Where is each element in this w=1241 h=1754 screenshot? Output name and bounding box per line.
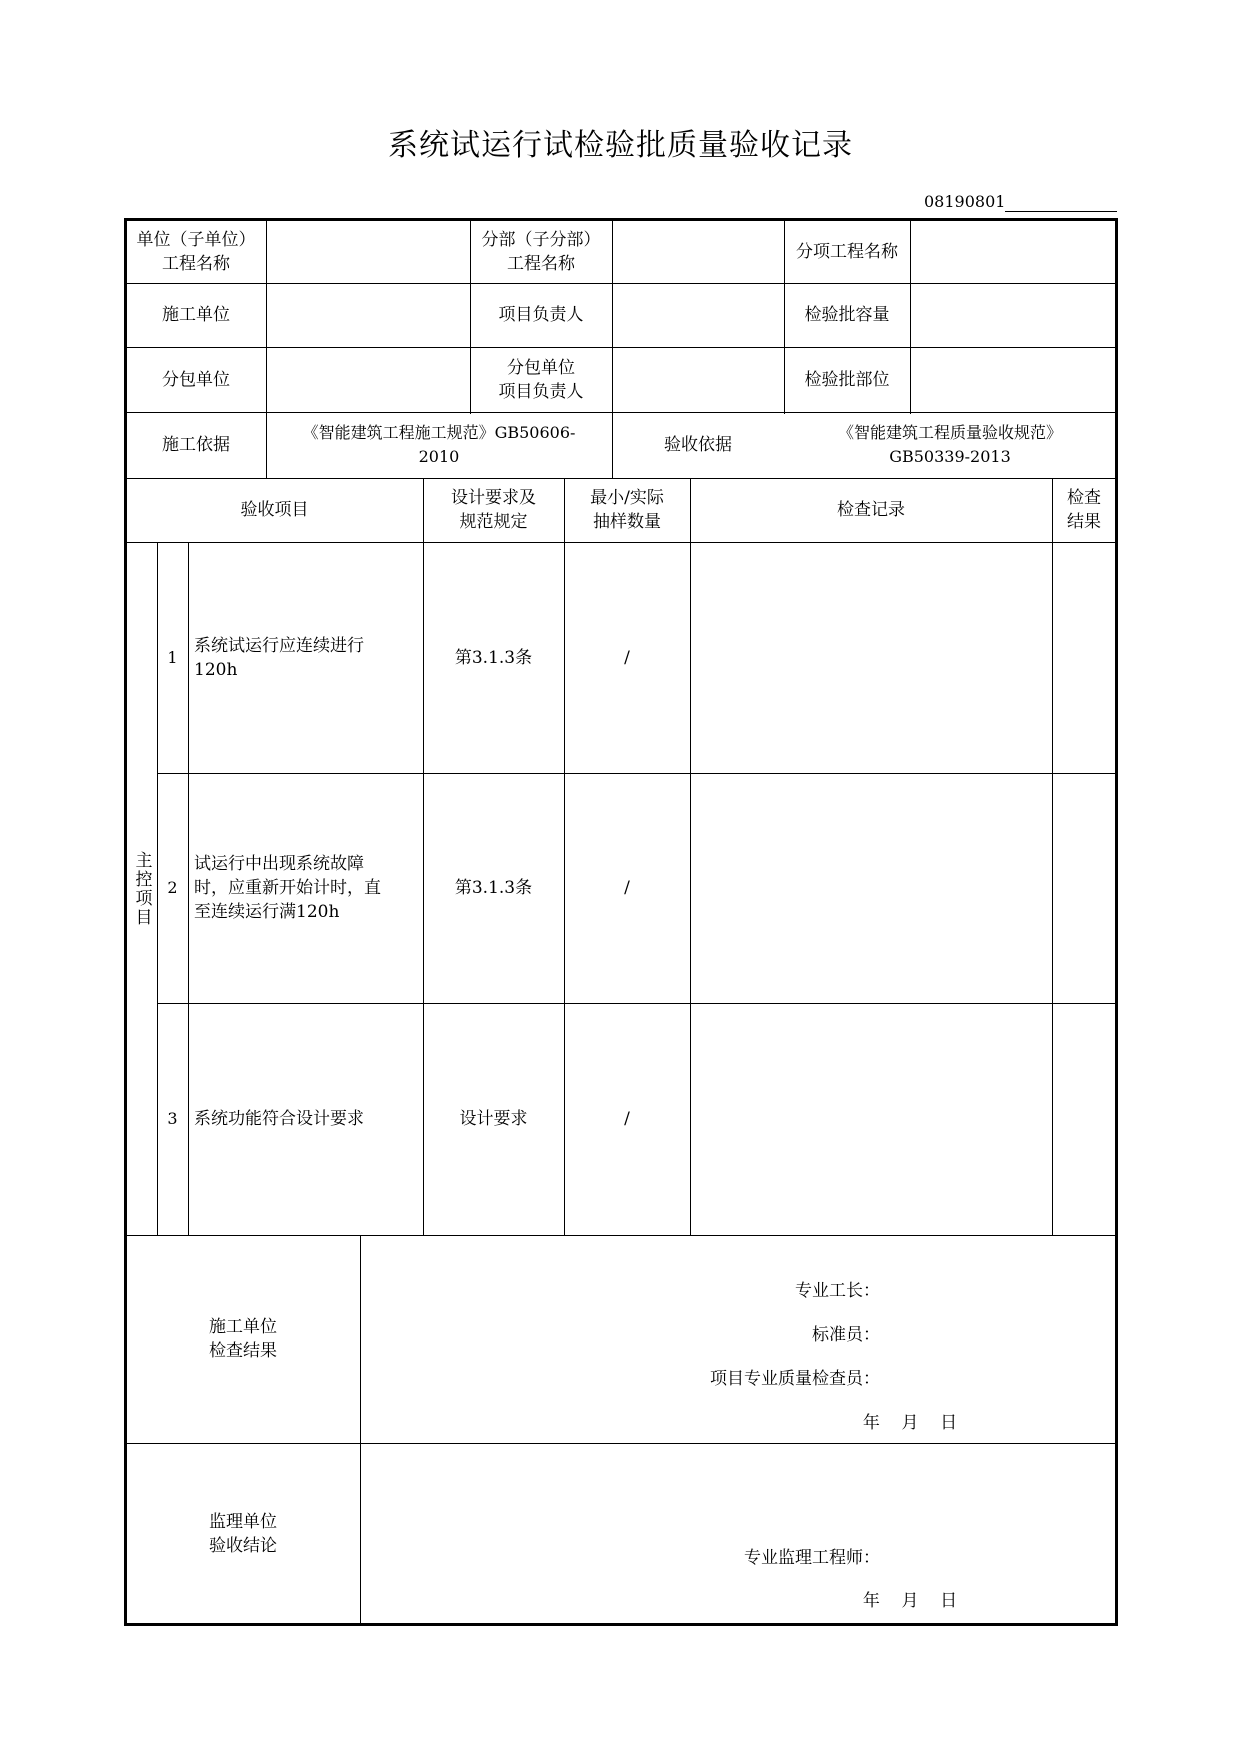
item-description: 系统功能符合设计要求 bbox=[194, 1109, 364, 1129]
contractor-field[interactable] bbox=[266, 283, 470, 347]
construction-basis-value: 《智能建筑工程施工规范》GB50606- 2010 bbox=[302, 423, 576, 466]
column-header-result: 检查 结果 bbox=[1067, 488, 1101, 532]
sub-item-project-name-field[interactable] bbox=[910, 220, 1116, 283]
acceptance-basis-value: 《智能建筑工程质量验收规范》 GB50339-2013 bbox=[837, 423, 1062, 466]
unit-project-name-label: 单位（子单位） 工程名称 bbox=[136, 229, 256, 274]
subcontractor-manager-field[interactable] bbox=[612, 347, 784, 412]
column-header-record: 检查记录 bbox=[837, 500, 905, 520]
item-sample-count: / bbox=[624, 1109, 630, 1129]
batch-capacity-label: 检验批容量 bbox=[804, 305, 890, 325]
acceptance-basis-label: 验收依据 bbox=[664, 435, 732, 455]
batch-location-field[interactable] bbox=[910, 347, 1116, 412]
item-number: 2 bbox=[167, 878, 178, 897]
item-description: 试运行中出现系统故障 时，应重新开始计时，直 至连续运行满120h bbox=[194, 854, 381, 922]
item-sample-count: / bbox=[624, 878, 630, 898]
item-number: 1 bbox=[167, 647, 178, 667]
contractor-date: 年 月 日 bbox=[862, 1413, 958, 1433]
division-project-name-field[interactable] bbox=[612, 220, 784, 283]
item-sample-count: / bbox=[624, 647, 630, 668]
item-check-result-field[interactable] bbox=[1052, 1003, 1116, 1235]
main-control-label: 主控项目 bbox=[131, 850, 152, 927]
form-code-underline bbox=[1005, 211, 1117, 212]
batch-location-label: 检验批部位 bbox=[804, 369, 890, 390]
item-check-result-field[interactable] bbox=[1052, 542, 1116, 773]
batch-capacity-field[interactable] bbox=[910, 283, 1116, 347]
contractor-label: 施工单位 bbox=[162, 305, 230, 325]
standard-officer-signature-label: 标准员： bbox=[812, 1325, 880, 1345]
form-code: 08190801 bbox=[924, 192, 1006, 211]
foreman-signature-label: 专业工长： bbox=[795, 1281, 880, 1301]
project-manager-field[interactable] bbox=[612, 283, 784, 347]
contractor-check-label: 施工单位 检查结果 bbox=[209, 1317, 277, 1361]
item-design-requirement: 第3.1.3条 bbox=[454, 878, 533, 898]
item-check-record-field[interactable] bbox=[690, 1003, 1052, 1235]
column-header-sample: 最小/实际 抽样数量 bbox=[590, 488, 664, 532]
subcontractor-manager-label: 分包单位 项目负责人 bbox=[498, 357, 584, 402]
item-number: 3 bbox=[167, 1109, 178, 1128]
item-description: 系统试运行应连续进行 120h bbox=[194, 635, 364, 680]
column-header-design: 设计要求及 规范规定 bbox=[451, 488, 536, 532]
item-check-record-field[interactable] bbox=[690, 542, 1052, 773]
column-divider bbox=[360, 1235, 361, 1624]
supervisor-engineer-signature-label: 专业监理工程师： bbox=[744, 1548, 880, 1568]
item-design-requirement: 第3.1.3条 bbox=[454, 647, 533, 668]
construction-basis-label: 施工依据 bbox=[162, 435, 230, 455]
division-project-name-label: 分部（子分部） 工程名称 bbox=[481, 229, 601, 274]
item-check-result-field[interactable] bbox=[1052, 773, 1116, 1003]
project-manager-label: 项目负责人 bbox=[498, 305, 584, 325]
supervisor-conclusion-label: 监理单位 验收结论 bbox=[209, 1511, 277, 1556]
item-design-requirement: 设计要求 bbox=[459, 1109, 528, 1129]
subcontractor-field[interactable] bbox=[266, 347, 470, 412]
quality-inspector-signature-label: 项目专业质量检查员： bbox=[710, 1369, 880, 1389]
page-title: 系统试运行试检验批质量验收记录 bbox=[388, 128, 853, 163]
supervisor-date: 年 月 日 bbox=[862, 1591, 958, 1611]
subcontractor-label: 分包单位 bbox=[162, 369, 230, 390]
item-check-record-field[interactable] bbox=[690, 773, 1052, 1003]
column-header-item: 验收项目 bbox=[240, 500, 309, 520]
unit-project-name-field[interactable] bbox=[266, 220, 470, 283]
sub-item-project-name-label: 分项工程名称 bbox=[796, 241, 898, 262]
